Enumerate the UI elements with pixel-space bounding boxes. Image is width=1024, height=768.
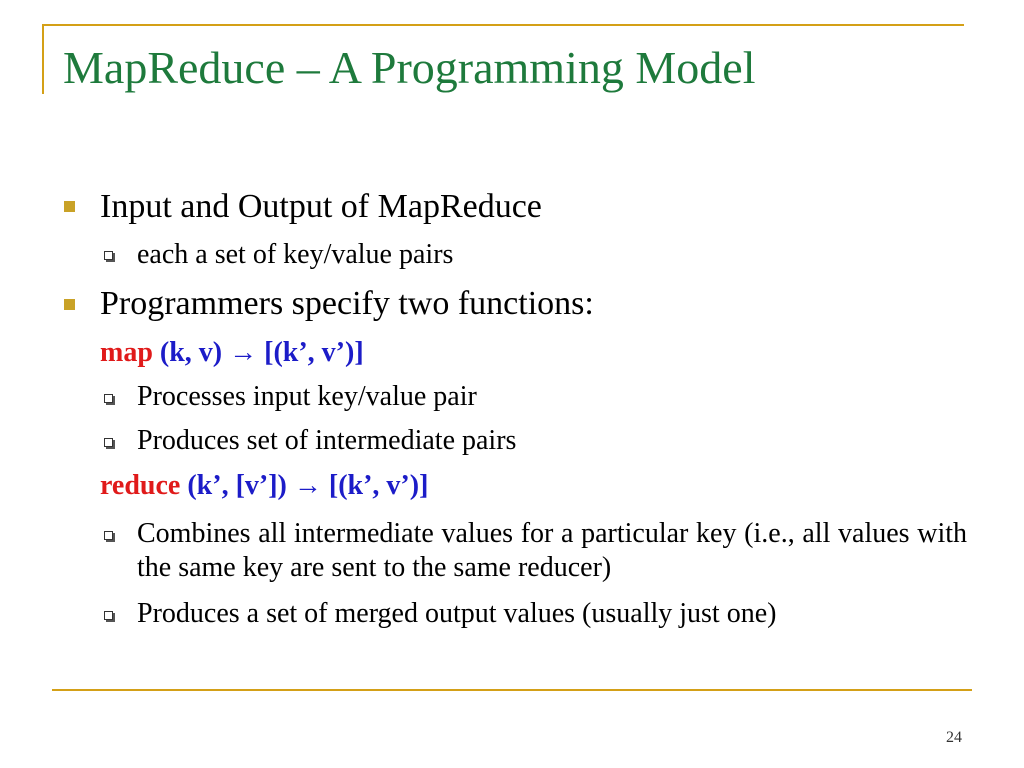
map-signature: (k, v) → [(k’, v’)] bbox=[152, 337, 364, 368]
sub-bullet-processes-input: Processes input key/value pair bbox=[137, 381, 477, 412]
hollow-square-bullet-icon bbox=[104, 251, 113, 260]
hollow-square-bullet-icon bbox=[104, 611, 113, 620]
bullet-two-functions: Programmers specify two functions: bbox=[100, 285, 594, 322]
page-number: 24 bbox=[946, 729, 962, 746]
map-keyword: map bbox=[100, 337, 153, 368]
square-bullet-icon bbox=[64, 201, 75, 212]
reduce-signature-line bbox=[100, 469, 428, 503]
hollow-square-bullet-icon bbox=[104, 394, 113, 403]
sub-bullet-combines-values: Combines all intermediate values for a particular key (i.e., all values with the same key are sent to the same reducer) bbox=[137, 518, 967, 583]
bottom-rule bbox=[52, 689, 972, 691]
hollow-square-bullet-icon bbox=[104, 531, 113, 540]
reduce-signature: (k’, [v’]) → [(k’, v’)] bbox=[180, 470, 429, 501]
square-bullet-icon bbox=[64, 299, 75, 310]
slide-title: MapReduce – A Programming Model bbox=[63, 42, 756, 93]
top-rule bbox=[42, 24, 964, 26]
reduce-keyword: reduce bbox=[100, 470, 181, 501]
sub-bullet-key-value-pairs: each a set of key/value pairs bbox=[137, 239, 454, 270]
left-rule bbox=[42, 24, 44, 94]
map-signature-line bbox=[100, 336, 364, 370]
bullet-input-output: Input and Output of MapReduce bbox=[100, 188, 542, 225]
hollow-square-bullet-icon bbox=[104, 438, 113, 447]
sub-bullet-produces-intermediate: Produces set of intermediate pairs bbox=[137, 425, 517, 456]
sub-bullet-merged-output: Produces a set of merged output values (usually just one) bbox=[137, 598, 777, 629]
